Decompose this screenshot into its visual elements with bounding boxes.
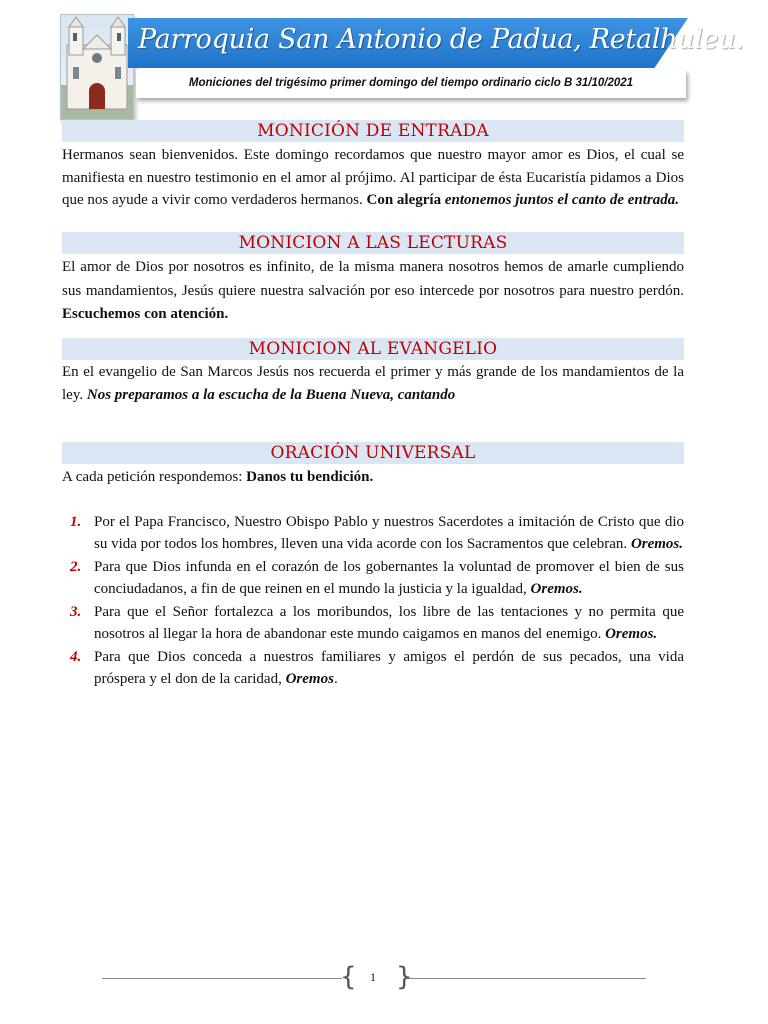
entrada-bold: Con alegría <box>366 192 445 208</box>
petition-number: 4. <box>70 649 82 665</box>
entrada-text: Hermanos sean bienvenidos. Este domingo recordamos que nuestro mayor amor es Dios, el cual se manifiesta en nuestro testimonio en el amor al prójimo. Al participar de ésta Eucaristía pidamos a Dios que nos ayude a vivir como verdaderos hermanos. <box>62 147 684 208</box>
lecturas-text: El amor de Dios por nosotros es infinito, de la misma manera nosotros hemos de amarle cumpliendo sus mandamientos, Jesús quiere nuestra salvación por eso intercede por nosotros para nuestro perdón. <box>62 259 684 299</box>
petition-text: Para que Dios infunda en el corazón de los gobernantes la voluntad de promover el bien de sus conciudadanos, a fin de que reinen en el mundo la justicia y la igualdad, <box>94 559 684 597</box>
paragraph-monicion-lecturas <box>62 256 684 327</box>
evangelio-bold-italic: Nos preparamos a la escucha de la Buena Nueva, cantando <box>86 386 456 403</box>
evangelio-text: En el evangelio de San Marcos Jesús nos recuerda el primer y más grande de los mandamientos de la ley. <box>62 364 684 403</box>
petition-response: Oremos <box>285 671 334 687</box>
heading-monicion-lecturas: MONICION A LAS LECTURAS <box>62 232 684 254</box>
petition-response: Oremos. <box>630 536 684 552</box>
petition-item <box>62 511 684 555</box>
paragraph-monicion-evangelio <box>62 361 684 406</box>
petition-number: 1. <box>70 514 82 530</box>
petition-item <box>62 601 684 645</box>
footer-brace-right: } <box>396 962 413 992</box>
petitions-list <box>62 511 684 691</box>
paragraph-monicion-entrada <box>62 144 684 212</box>
petition-response: Oremos. <box>530 581 583 597</box>
petition-item <box>62 556 684 600</box>
entrada-bold-italic: entonemos juntos el canto de entrada. <box>444 192 680 208</box>
petition-text: Para que Dios conceda a nuestros familiares y amigos el perdón de sus pecados, una vida próspera y el don de la caridad, <box>94 649 684 687</box>
oracion-intro: A cada petición respondemos: <box>62 469 247 485</box>
footer-brace-left: { <box>340 962 357 992</box>
petition-tail: . <box>333 671 338 687</box>
footer-rule-left <box>102 978 342 979</box>
footer-rule-right <box>406 978 646 979</box>
petition-response: Oremos. <box>605 626 658 642</box>
heading-monicion-evangelio: MONICION AL EVANGELIO <box>62 338 684 360</box>
petition-number: 3. <box>70 604 82 620</box>
heading-oracion-universal: ORACIÓN UNIVERSAL <box>62 442 684 464</box>
petition-item <box>62 646 684 690</box>
parish-title: Parroquia San Antonio de Padua, Retalhuleu. <box>138 24 744 55</box>
document-header <box>0 0 768 120</box>
page-number: 1 <box>370 970 376 984</box>
paragraph-oracion-intro <box>62 466 684 489</box>
church-icon <box>61 15 133 119</box>
church-illustration <box>60 14 134 120</box>
document-subtitle: Moniciones del trigésimo primer domingo del tiempo ordinario ciclo B 31/10/2021 <box>188 77 634 89</box>
lecturas-bold: Escuchemos con atención. <box>62 306 229 322</box>
heading-monicion-entrada: MONICIÓN DE ENTRADA <box>62 120 684 142</box>
oracion-response: Danos tu bendición. <box>246 469 374 485</box>
petition-text: Para que el Señor fortalezca a los moribundos, los libre de las tentaciones y no permita que nosotros al llegar la hora de abandonar este mundo caigamos en manos del enemigo. <box>94 604 684 642</box>
petition-text: Por el Papa Francisco, Nuestro Obispo Pablo y nuestros Sacerdotes a imitación de Cristo que dio su vida por todos los hombres, lleven una vida acorde con los Sacramentos que celebran. <box>94 514 684 552</box>
petition-number: 2. <box>70 559 82 575</box>
